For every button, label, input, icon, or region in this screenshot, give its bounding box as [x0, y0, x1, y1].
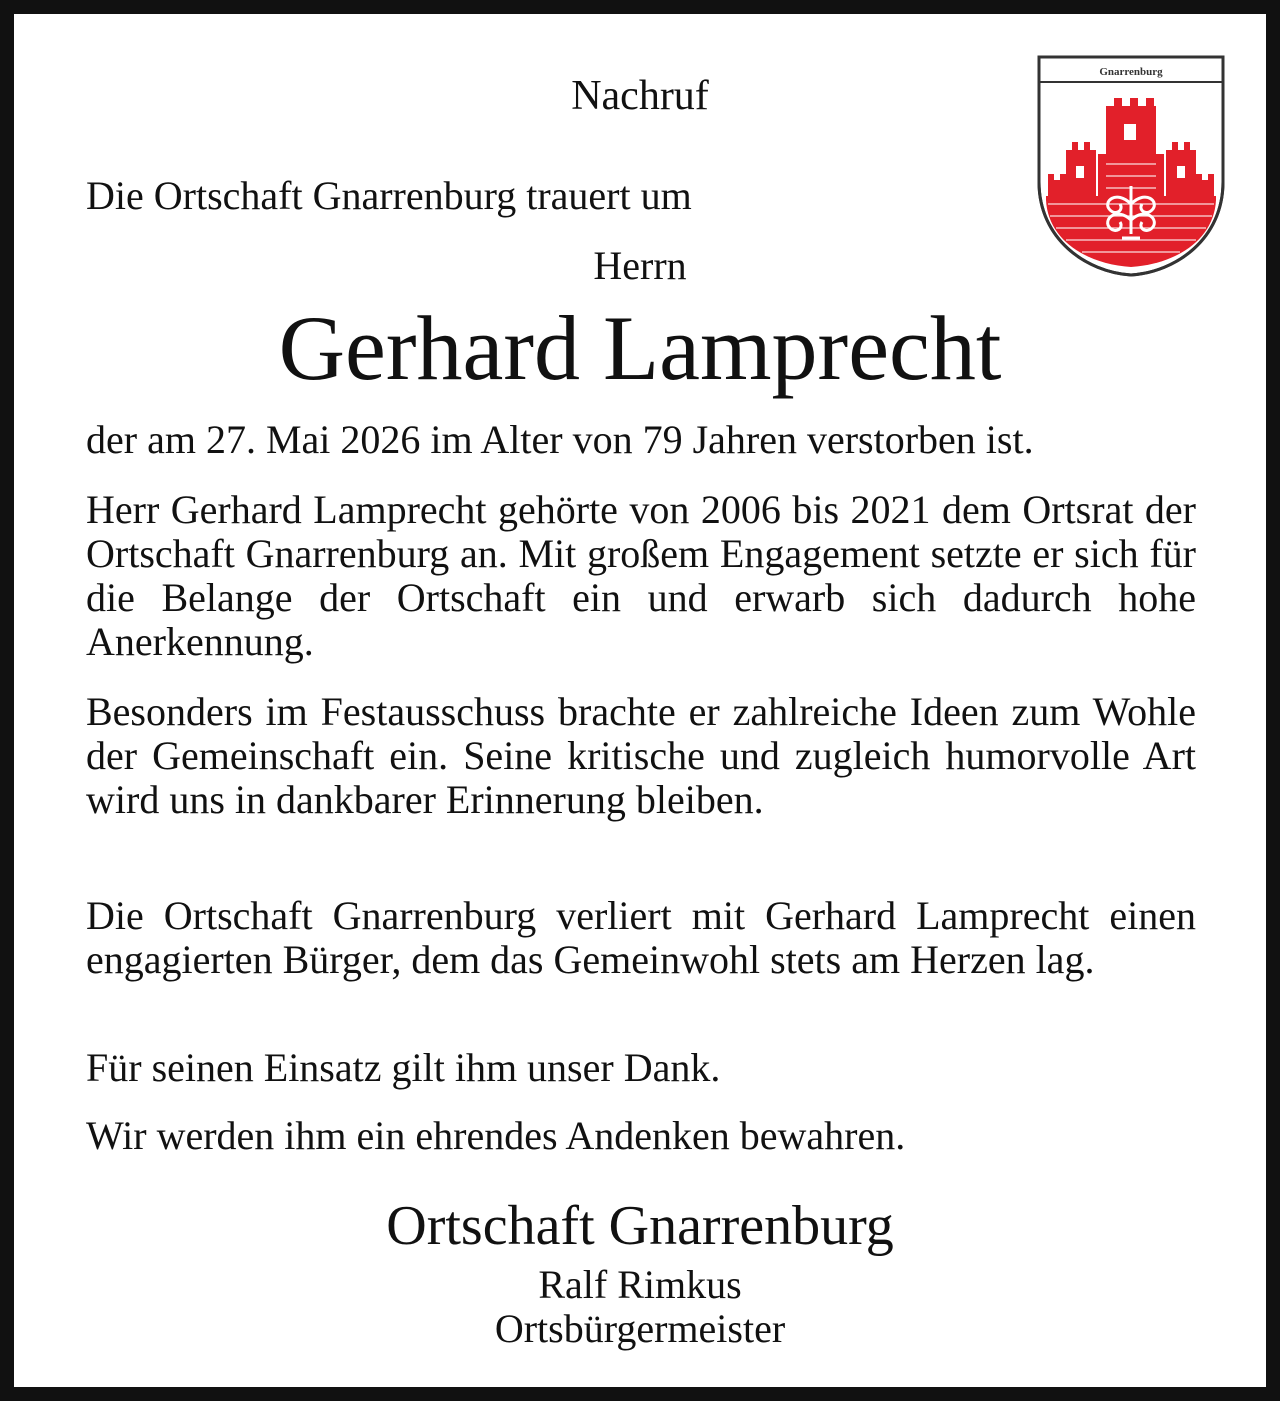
- salutation: Herrn: [593, 243, 687, 288]
- death-line: der am 27. Mai 2026 im Alter von 79 Jahren verstorben ist.: [86, 417, 1034, 462]
- deceased-name: Gerhard Lamprecht: [278, 297, 1002, 399]
- signature-name: Ralf Rimkus: [538, 1262, 742, 1307]
- paragraph-service: Herr Gerhard Lamprecht gehörte von 2006 bis 2021 dem Ortsrat der Ortschaft Gnarrenburg an. Mit großem Engagement setzte er sich für die Belange der Ortschaft ein und erwarb sich dadurch hohe Anerkennung.: [86, 487, 1196, 664]
- notice-title: Nachruf: [571, 73, 709, 119]
- obituary-notice: [14, 14, 1266, 1387]
- paragraph-festival: Besonders im Festausschuss brachte er zahlreiche Ideen zum Wohle der Gemeinschaft ein. Seine kritische und zugleich humorvolle Art wird uns in dankbarer Erinnerung bleiben.: [86, 689, 1196, 822]
- coat-of-arms-icon: [1036, 54, 1226, 278]
- signature-role: Ortsbürgermeister: [494, 1306, 786, 1351]
- signature-organization: Ortschaft Gnarrenburg: [386, 1195, 894, 1257]
- memory-line: Wir werden ihm ein ehrendes Andenken bewahren.: [86, 1113, 906, 1158]
- paragraph-loss: Die Ortschaft Gnarrenburg verliert mit Gerhard Lamprecht einen engagierten Bürger, dem das Gemeinwohl stets am Herzen lag.: [86, 893, 1196, 982]
- crest-label: Gnarrenburg: [1099, 66, 1163, 78]
- intro-line: Die Ortschaft Gnarrenburg trauert um: [86, 173, 692, 218]
- thanks-line: Für seinen Einsatz gilt ihm unser Dank.: [86, 1045, 721, 1090]
